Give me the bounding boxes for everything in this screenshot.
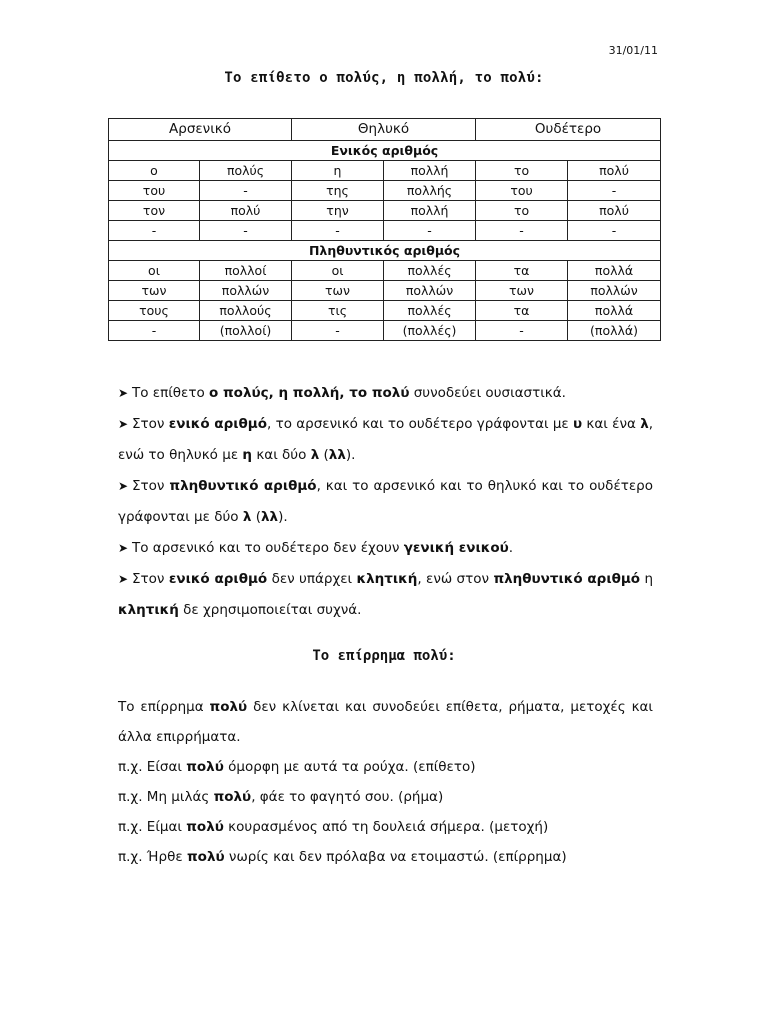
- table-cell: (πολλά): [568, 321, 661, 341]
- table-cell: πολύ: [568, 201, 661, 221]
- table-cell: τον: [109, 201, 200, 221]
- header-masculine: Αρσενικό: [109, 119, 292, 141]
- table-cell: (πολλοί): [200, 321, 292, 341]
- table-cell: τους: [109, 301, 200, 321]
- rule-item: ➤ Το αρσενικό και το ουδέτερο δεν έχουν γενική ενικού.: [118, 533, 653, 564]
- table-row: [109, 301, 661, 321]
- rule-item: ➤ Στον ενικό αριθμό, το αρσενικό και το ουδέτερο γράφονται με υ και ένα λ, ενώ το θηλυκό με η και δύο λ (λλ).: [118, 409, 653, 471]
- table-cell: τα: [476, 261, 568, 281]
- section-plural-row: [109, 241, 661, 261]
- page-title: Το επίθετο ο πολύς, η πολλή, το πολύ:: [224, 70, 544, 86]
- rule-item: ➤ Στον ενικό αριθμό δεν υπάρχει κλητική, ενώ στον πληθυντικό αριθμό η κλητική δε χρησιμοποιείται συχνά.: [118, 564, 653, 626]
- table-cell: -: [568, 181, 661, 201]
- table-cell: -: [384, 221, 476, 241]
- table-cell: των: [292, 281, 384, 301]
- example-item: π.χ. Μη μιλάς πολύ, φάε το φαγητό σου. (ρήμα): [118, 789, 444, 805]
- table-cell: του: [476, 181, 568, 201]
- table-row: [109, 221, 661, 241]
- table-cell: -: [200, 221, 292, 241]
- table-row: [109, 201, 661, 221]
- table-cell: -: [109, 221, 200, 241]
- table-cell: του: [109, 181, 200, 201]
- table-cell: -: [200, 181, 292, 201]
- table-cell: πολλούς: [200, 301, 292, 321]
- arrow-bullet-icon: ➤: [118, 572, 129, 586]
- table-cell: πολλών: [384, 281, 476, 301]
- table-cell: -: [476, 321, 568, 341]
- rules-list: [118, 378, 653, 626]
- table-cell: (πολλές): [384, 321, 476, 341]
- header-neuter: Ουδέτερο: [476, 119, 661, 141]
- table-cell: πολλών: [568, 281, 661, 301]
- declension-table-body: [109, 119, 661, 341]
- adverb-section: [118, 692, 653, 872]
- arrow-bullet-icon: ➤: [118, 479, 129, 493]
- table-cell: πολύ: [568, 161, 661, 181]
- table-cell: της: [292, 181, 384, 201]
- section-singular-label: Ενικός αριθμός: [109, 141, 661, 161]
- section-subtitle: Το επίρρημα πολύ:: [312, 648, 456, 664]
- table-header-row: [109, 119, 661, 141]
- table-cell: των: [109, 281, 200, 301]
- section-singular-row: [109, 141, 661, 161]
- table-cell: πολλών: [200, 281, 292, 301]
- table-cell: πολλές: [384, 261, 476, 281]
- table-cell: πολλά: [568, 261, 661, 281]
- rule-item: ➤ Το επίθετο ο πολύς, η πολλή, το πολύ συνοδεύει ουσιαστικά.: [118, 378, 653, 409]
- example-item: π.χ. Είμαι πολύ κουρασμένος από τη δουλειά σήμερα. (μετοχή): [118, 819, 549, 835]
- adverb-intro: Το επίρρημα πολύ δεν κλίνεται και συνοδεύει επίθετα, ρήματα, μετοχές και άλλα επιρρήματα.: [118, 699, 653, 745]
- table-cell: -: [292, 321, 384, 341]
- table-cell: ο: [109, 161, 200, 181]
- arrow-bullet-icon: ➤: [118, 417, 129, 431]
- table-cell: το: [476, 201, 568, 221]
- table-cell: οι: [109, 261, 200, 281]
- table-row: [109, 261, 661, 281]
- table-cell: -: [292, 221, 384, 241]
- table-cell: πολλές: [384, 301, 476, 321]
- table-cell: την: [292, 201, 384, 221]
- example-item: π.χ. Είσαι πολύ όμορφη με αυτά τα ρούχα. (επίθετο): [118, 759, 476, 775]
- table-row: [109, 281, 661, 301]
- table-cell: -: [568, 221, 661, 241]
- table-row: [109, 321, 661, 341]
- table-cell: οι: [292, 261, 384, 281]
- table-cell: -: [476, 221, 568, 241]
- rule-item: ➤ Στον πληθυντικό αριθμό, και το αρσενικό και το θηλυκό και το ουδέτερο γράφονται με δύο λ (λλ).: [118, 471, 653, 533]
- arrow-bullet-icon: ➤: [118, 386, 129, 400]
- table-cell: -: [109, 321, 200, 341]
- header-feminine: Θηλυκό: [292, 119, 476, 141]
- table-cell: των: [476, 281, 568, 301]
- table-cell: πολλής: [384, 181, 476, 201]
- table-cell: πολλά: [568, 301, 661, 321]
- table-row: [109, 181, 661, 201]
- table-cell: το: [476, 161, 568, 181]
- table-cell: πολύς: [200, 161, 292, 181]
- declension-table: [108, 118, 661, 341]
- table-cell: η: [292, 161, 384, 181]
- table-cell: πολλή: [384, 161, 476, 181]
- section-plural-label: Πληθυντικός αριθμός: [109, 241, 661, 261]
- table-cell: πολλοί: [200, 261, 292, 281]
- table-cell: τα: [476, 301, 568, 321]
- table-cell: πολλή: [384, 201, 476, 221]
- document-date: 31/01/11: [608, 44, 658, 57]
- table-cell: τις: [292, 301, 384, 321]
- table-cell: πολύ: [200, 201, 292, 221]
- arrow-bullet-icon: ➤: [118, 541, 129, 555]
- example-item: π.χ. Ήρθε πολύ νωρίς και δεν πρόλαβα να ετοιμαστώ. (επίρρημα): [118, 849, 567, 865]
- table-row: [109, 161, 661, 181]
